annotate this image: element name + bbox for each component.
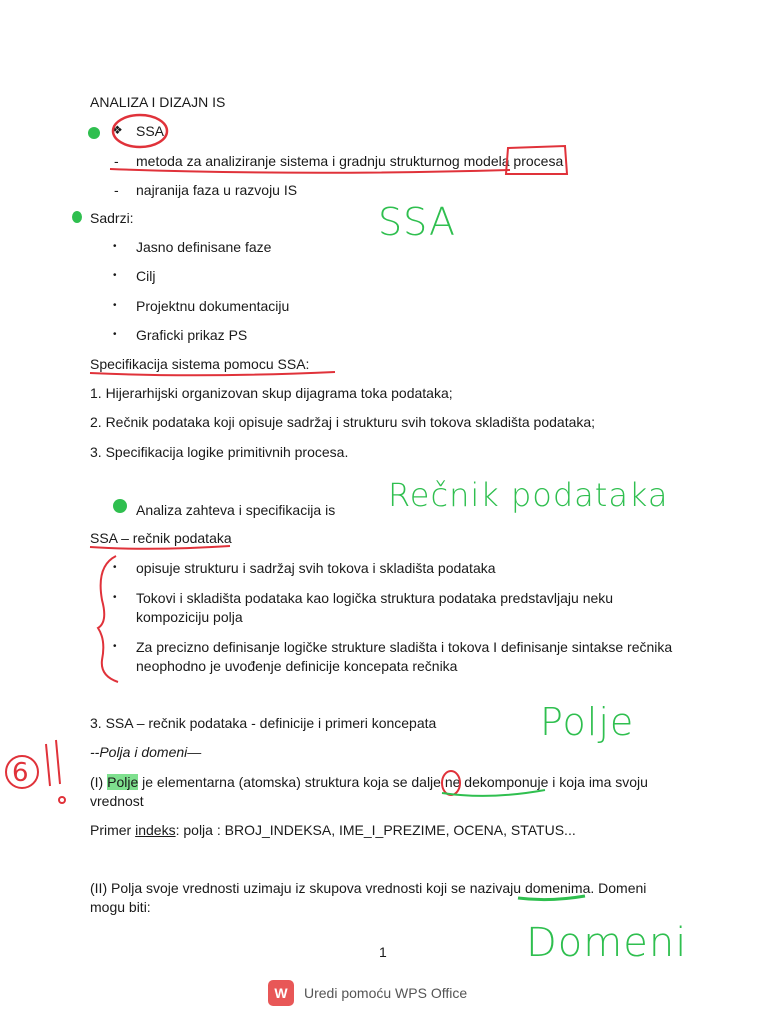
ssa-label: SSA	[136, 123, 165, 139]
green-dot-icon	[113, 499, 127, 513]
wps-logo-icon: W	[268, 980, 294, 1006]
domeni-paragraph-cont: mogu biti:	[90, 899, 151, 915]
red-circle-mark	[113, 115, 167, 147]
analiza-bullet: Za precizno definisanje logičke strukture sladišta i tokova I definisanje sintakse rečnika	[136, 639, 673, 655]
bullet-dot-icon: •	[113, 562, 117, 573]
dash-marker: -	[114, 182, 119, 198]
sadrzi-label: Sadrzi:	[90, 210, 134, 226]
bullet-dot-icon: •	[113, 270, 117, 281]
red-brace-mark	[98, 556, 118, 682]
polje-prefix: (I)	[90, 774, 108, 790]
polje-rest: je elementarna (atomska) struktura koja se dalje ne dekomponuje i koja ima svoju	[138, 774, 648, 790]
spec-item: 3. Specifikacija logike primitivnih procesa.	[90, 444, 349, 460]
spec-item: 1. Hijerarhijski organizovan skup dijagrama toka podataka;	[90, 385, 453, 401]
dash-marker: -	[114, 153, 119, 169]
handwritten-six: 6	[12, 758, 29, 788]
bullet-dot-icon: •	[113, 300, 117, 311]
wps-footer[interactable]	[268, 980, 467, 1006]
sadrzi-item: Projektnu dokumentaciju	[136, 298, 290, 314]
section3-heading: 3. SSA – rečnik podataka - definicije i primeri koncepata	[90, 715, 437, 731]
ssa-dash-item: najranija faza u razvoju IS	[136, 182, 298, 198]
primer-word: indeks	[135, 822, 176, 838]
page-number: 1	[379, 944, 387, 960]
spec-item: 2. Rečnik podataka koji opisuje sadržaj i strukturu svih tokova skladišta podataka;	[90, 414, 596, 430]
analiza-bullet: Tokovi i skladišta podataka kao logička struktura podataka predstavljaju neku	[136, 590, 614, 606]
sadrzi-item: Jasno definisane faze	[136, 239, 272, 255]
primer-rest: : polja : BROJ_INDEKSA, IME_I_PREZIME, OCENA, STATUS...	[175, 822, 576, 838]
handwritten-recnik-podataka: Rečnik podataka	[388, 476, 669, 514]
green-underline-mark	[518, 896, 585, 900]
analiza-heading: Analiza zahteva i specifikacija is	[136, 502, 336, 518]
document-title: ANALIZA I DIZAJN IS	[90, 94, 226, 110]
bullet-dot-icon: •	[113, 592, 117, 603]
domeni-word: domenima	[524, 880, 591, 896]
red-circle-mark	[442, 771, 460, 795]
bullet-dot-icon: •	[113, 241, 117, 252]
ssa-dash-item: metoda za analiziranje sistema i gradnju strukturnog modela procesa	[136, 153, 564, 169]
handwritten-ssa: SSA	[378, 200, 456, 244]
domeni-text-a: (II) Polja svoje vrednosti uzimaju iz skupova vrednosti koji se nazivaju	[90, 880, 525, 896]
domeni-text-c: . Domeni	[590, 880, 647, 896]
analiza-subheading: SSA – rečnik podataka	[90, 530, 232, 546]
bullet-dot-icon: •	[113, 329, 117, 340]
green-dot-icon	[88, 127, 100, 139]
bullet-dot-icon: •	[113, 641, 117, 652]
diamond-bullet-icon: ❖	[112, 123, 123, 137]
handwritten-polje: Polje	[540, 700, 635, 744]
red-underline-mark	[90, 546, 230, 549]
wps-footer-text[interactable]: Uredi pomoću WPS Office	[304, 985, 468, 1001]
red-underline-mark	[90, 372, 335, 375]
sadrzi-item: Cilj	[136, 268, 156, 284]
polje-paragraph-cont: vrednost	[90, 793, 144, 809]
spec-heading: Specifikacija sistema pomocu SSA:	[90, 356, 310, 372]
red-box-mark	[506, 146, 567, 174]
sadrzi-item: Graficki prikaz PS	[136, 327, 248, 343]
polje-highlight: Polje	[107, 774, 139, 790]
red-circle-mark	[6, 756, 38, 788]
analiza-bullet: opisuje strukturu i sadržaj svih tokova i skladišta podataka	[136, 560, 496, 576]
green-dot-icon	[72, 211, 82, 223]
section3-subheading: --Polja i domeni—	[90, 744, 202, 760]
analiza-bullet-cont: neophodno je uvođenje definicije koncepata rečnika	[136, 658, 458, 674]
red-exclamation-mark	[46, 740, 60, 786]
red-exclamation-dot	[59, 797, 65, 803]
analiza-bullet-cont: kompoziciju polja	[136, 609, 243, 625]
red-underline-mark	[110, 169, 510, 173]
handwritten-domeni: Domeni	[526, 920, 688, 966]
primer-label: Primer	[90, 822, 136, 838]
